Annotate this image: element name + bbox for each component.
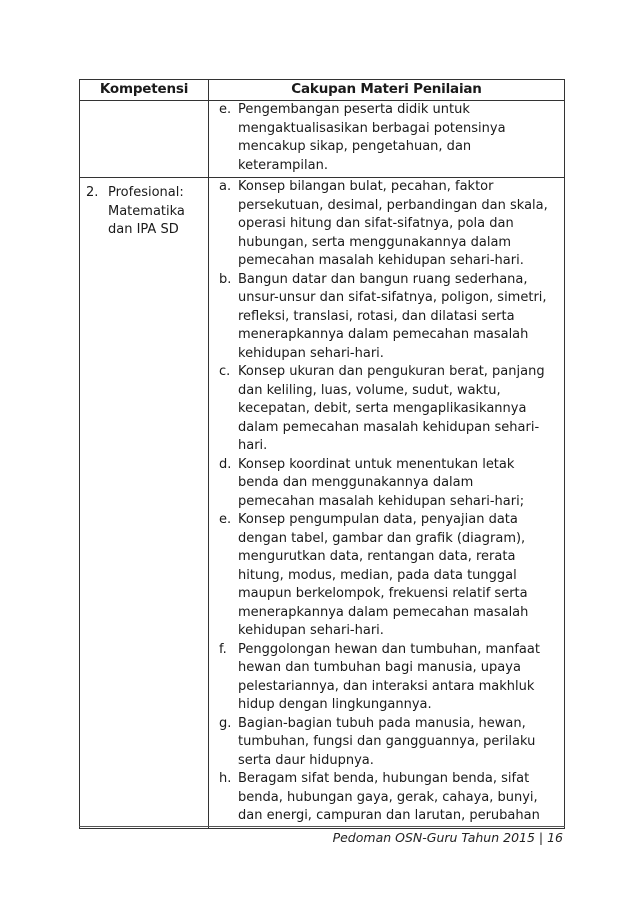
list-item	[209, 271, 564, 364]
table-row	[80, 178, 565, 829]
list-item	[209, 641, 564, 715]
item-letter: e.	[219, 102, 232, 117]
item-letter: a.	[219, 179, 232, 194]
item-text: Konsep ukuran dan pengukuran berat, panjang dan keliling, luas, volume, sudut, waktu, kecepatan, debit, serta mengaplikasikannya dalam pemecahan masalah kehidupan sehari- hari.	[238, 364, 545, 453]
item-letter: h.	[219, 771, 232, 786]
table-row	[80, 101, 565, 178]
competency-number: 2.	[86, 185, 99, 200]
list-item	[209, 715, 564, 771]
list-item	[209, 770, 564, 826]
item-letter: d.	[219, 456, 232, 472]
header-kompetensi: Kompetensi	[80, 80, 209, 101]
item-text: Pengembangan peserta didik untuk mengaktualisasikan berbagai potensinya mencakup sikap, pengetahuan, dan keterampilan.	[238, 102, 506, 173]
table-header-row	[80, 80, 565, 101]
competency-table	[79, 79, 565, 829]
list-item	[209, 456, 564, 512]
continued-item-cell	[209, 101, 565, 178]
item-text: Bagian-bagian tubuh pada manusia, hewan, tumbuhan, fungsi dan gangguannya, perilaku serta daur hidupnya.	[238, 715, 536, 768]
item-text: Beragam sifat benda, hubungan benda, sifat benda, hubungan gaya, gerak, cahaya, bunyi, dan energi, campuran dan larutan, perubahan	[238, 771, 540, 823]
page-footer: Pedoman OSN-Guru Tahun 2015 | 16	[332, 830, 563, 845]
item-text: Konsep koordinat untuk menentukan letak benda dan menggunakannya dalam pemecahan masalah kehidupan sehari-hari;	[238, 456, 525, 509]
header-cakupan-materi: Cakupan Materi Penilaian	[209, 80, 565, 101]
item-text: Penggolongan hewan dan tumbuhan, manfaat hewan dan tumbuhan bagi manusia, upaya pelestariannya, dan interaksi antara makhluk hidup dengan lingkungannya.	[238, 641, 540, 712]
item-text: Konsep pengumpulan data, penyajian data dengan tabel, gambar dan grafik (diagram), mengurutkan data, rentangan data, rerata hitung, modus, median, pada data tunggal maupun berkelompok, frekuensi relatif serta menerapkannya dalam pemecahan masalah kehidupan sehari-hari.	[238, 512, 529, 638]
empty-competency-cell	[80, 101, 209, 178]
item-text: Bangun datar dan bangun ruang sederhana, unsur-unsur dan sifat-sifatnya, poligon, simetri, refleksi, translasi, rotasi, dan dilatasi serta menerapkannya dalam pemecahan masalah kehidupan sehari-hari.	[238, 271, 547, 361]
item-text: Konsep bilangan bulat, pecahan, faktor persekutuan, desimal, perbandingan dan skala, operasi hitung dan sifat-sifatnya, pola dan hubungan, serta menggunakannya dalam pemecahan masalah kehidupan sehari-hari.	[238, 179, 548, 268]
item-letter: g.	[219, 715, 232, 731]
item-letter: e.	[219, 512, 232, 527]
item-letter: c.	[219, 364, 231, 379]
material-items-cell	[209, 178, 565, 829]
list-item	[209, 101, 564, 175]
item-letter: b.	[219, 271, 232, 287]
competency-cell	[80, 178, 209, 829]
list-item	[209, 363, 564, 456]
competency-name: Profesional: Matematika dan IPA SD	[108, 185, 185, 237]
footer-divider	[79, 826, 565, 827]
list-item	[209, 511, 564, 641]
list-item	[209, 178, 564, 271]
item-letter: f.	[219, 641, 227, 657]
